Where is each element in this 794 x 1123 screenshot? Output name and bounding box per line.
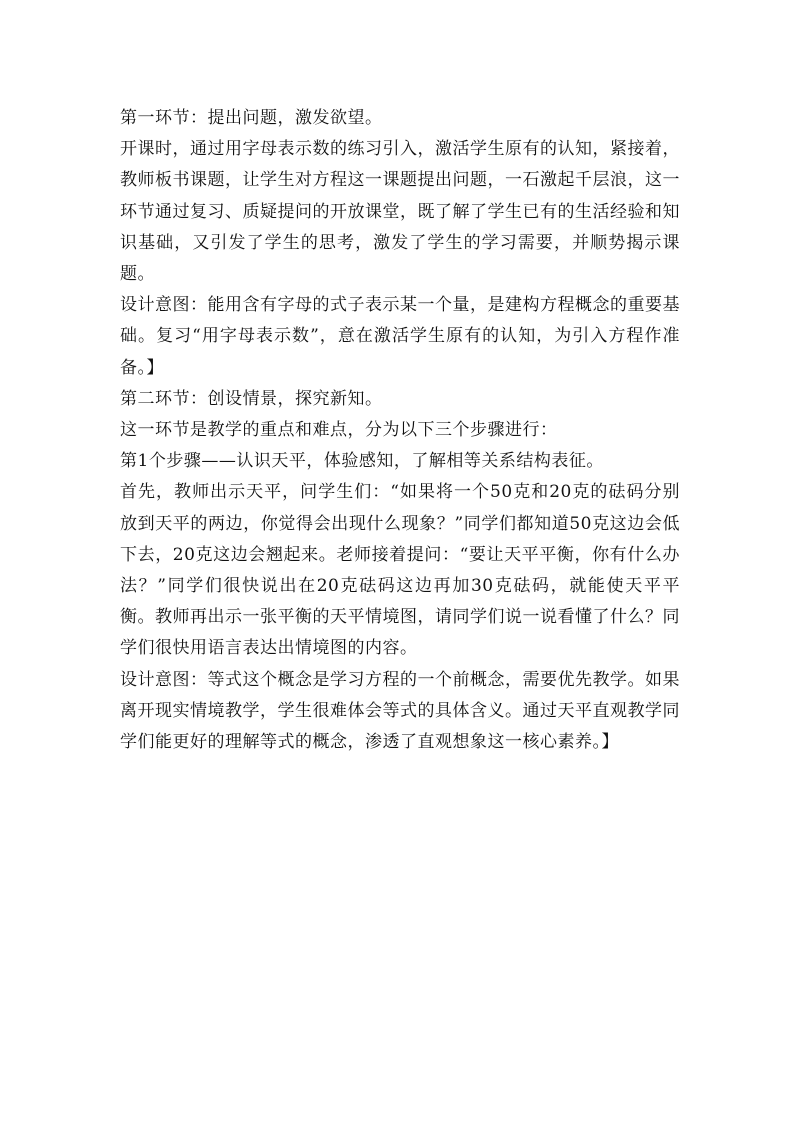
step-1-heading: 第1个步骤——认识天平，体验感知，了解相等关系结构表征。 <box>120 451 604 472</box>
document-body <box>120 103 680 758</box>
step-1-description: 首先，教师出示天平，问学生们：“如果将一个50克和20克的砝码分别放到天平的两边，你觉得会出现什么现象？”同学们都知道50克这边会低下去，20克这边会翘起来。老师接着提问：“要让天平平衡，你有什么办法？”同学们很快说出在20克砝码这边再加30克砝码，就能使天平平衡。教师再出示一张平衡的天平情境图，请同学们说一说看懂了什么？同学们很快用语言表达出情境图的内容。 <box>120 482 680 659</box>
section-1-design-intent: 设计意图：能用含有字母的式子表示某一个量，是建构方程概念的重要基础。复习“用字母表示数”，意在激活学生原有的认知，为引入方程作准备。】 <box>120 295 680 378</box>
section-2-intro: 这一环节是教学的重点和难点，分为以下三个步骤进行： <box>120 420 558 441</box>
section-2-heading: 第二环节：创设情景，探究新知。 <box>120 388 383 409</box>
section-1-description: 开课时，通过用字母表示数的练习引入，激活学生原有的认知，紧接着，教师板书课题，让学生对方程这一课题提出问题，一石激起千层浪，这一环节通过复习、质疑提问的开放课堂，既了解了学生已有的生活经验和知识基础，又引发了学生的思考，激发了学生的学习需要，并顺势揭示课题。 <box>120 139 680 285</box>
step-1-design-intent: 设计意图：等式这个概念是学习方程的一个前概念，需要优先教学。如果离开现实情境教学，学生很难体会等式的具体含义。通过天平直观教学同学们能更好的理解等式的概念，渗透了直观想象这一核心素养。】 <box>120 669 680 753</box>
section-1-heading: 第一环节：提出问题，激发欲望。 <box>120 108 383 128</box>
